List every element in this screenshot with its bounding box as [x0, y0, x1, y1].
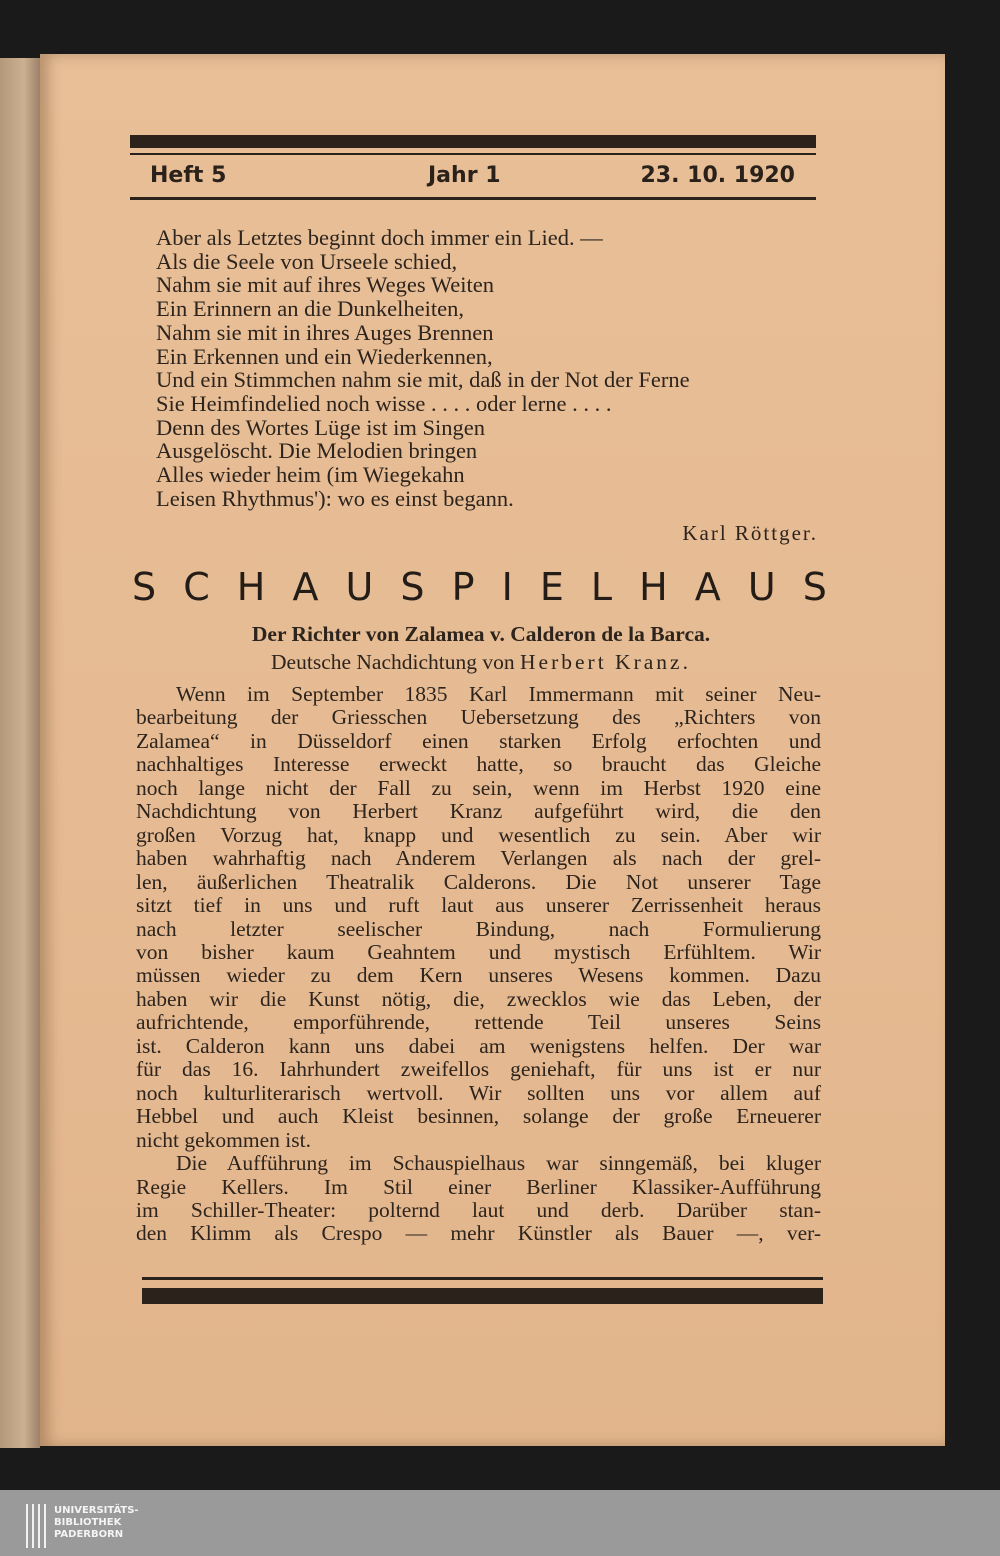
article-line: Nachdichtung von Herbert Kranz aufgeführt wird, die den — [136, 799, 821, 824]
article-line: ist. Calderon kann uns dabei am wenigstens helfen. Der war — [136, 1033, 821, 1058]
poem-line: Ein Erinnern an die Dunkelheiten, — [156, 296, 465, 322]
poem-line: Als die Seele von Urseele schied, — [156, 248, 458, 274]
poem-line: Nahm sie mit auf ihres Weges Weiten — [156, 272, 494, 298]
article-line: Hebbel und auch Kleist besinnen, solange der große Erneuerer — [136, 1104, 821, 1129]
article-line: nicht gekommen ist. — [136, 1127, 311, 1152]
footer-rule-thin — [142, 1277, 823, 1280]
title-letter: P — [451, 565, 475, 609]
article-line: bearbeitung der Griesschen Uebersetzung des „Richters von — [136, 705, 821, 730]
issue-header — [150, 163, 795, 195]
article-line: nachhaltiges Interesse erweckt hatte, so braucht das Gleiche — [136, 752, 821, 777]
year-label: Jahr 1 — [428, 163, 501, 188]
title-letter: C — [183, 565, 210, 609]
logo-line: PADERBORN — [54, 1529, 124, 1540]
article-line: noch kulturliterarisch wertvoll. Wir sollten uns vor allem auf — [136, 1080, 821, 1105]
title-letter: U — [345, 565, 374, 609]
title-letter: L — [590, 565, 613, 609]
title-letter: U — [747, 565, 776, 609]
title-letter: H — [639, 565, 668, 609]
poem-author: Karl Röttger. — [682, 521, 818, 545]
poem-line: Ausgelöscht. Die Melodien bringen — [156, 438, 478, 464]
logo-line: BIBLIOTHEK — [54, 1517, 122, 1528]
title-letter: S — [802, 565, 827, 609]
issue-number: Heft 5 — [150, 163, 227, 188]
title-letter: A — [694, 565, 721, 609]
article-line: noch lange nicht der Fall zu sein, wenn im Herbst 1920 eine — [136, 775, 821, 800]
footer-rule-thick — [142, 1288, 823, 1304]
poem-line: Denn des Wortes Lüge ist im Singen — [156, 414, 485, 440]
article-line: haben wir die Kunst nötig, die, zwecklos wie das Leben, der — [136, 986, 821, 1011]
poem-line: Leisen Rhythmus'): wo es einst begann. — [156, 485, 514, 511]
article-line: Die Aufführung im Schauspielhaus war sinngemäß, bei kluger — [176, 1151, 821, 1176]
previous-page-edge — [0, 58, 40, 1448]
logo-line: UNIVERSITÄTS- — [54, 1505, 139, 1516]
article-line: nach letzter seelischer Bindung, nach Formulierung — [136, 916, 821, 941]
article-line: den Klimm als Crespo — mehr Künstler als Bauer —, ver- — [136, 1221, 821, 1246]
title-letter: H — [236, 565, 266, 609]
header-rule-thin — [130, 153, 816, 155]
library-logo-icon — [26, 1504, 48, 1548]
article-line: für das 16. Iahrhundert zweifellos geniehaft, für uns ist er nur — [136, 1057, 821, 1082]
section-title — [132, 565, 827, 609]
poem-line: Sie Heimfindelied noch wisse . . . . oder lerne . . . . — [156, 390, 612, 416]
poem-line: Und ein Stimmchen nahm sie mit, daß in der Not der Ferne — [156, 367, 690, 393]
article-line: Zalamea“ in Düsseldorf einen starken Erfolg erfochten und — [136, 728, 821, 753]
issue-date: 23. 10. 1920 — [640, 163, 795, 188]
library-footer — [0, 1490, 1000, 1556]
poem-line: Aber als Letztes beginnt doch immer ein Lied. — — [156, 225, 603, 250]
article-line: Wenn im September 1835 Karl Immermann mit seiner Neu- — [176, 682, 821, 706]
poem-line: Ein Erkennen und ein Wiederkennen, — [156, 343, 493, 369]
article-line: Regie Kellers. Im Stil einer Berliner Klassiker-Aufführung — [136, 1174, 821, 1199]
article-body — [136, 683, 821, 1246]
play-title: Der Richter von Zalamea v. Calderon de la Barca. — [251, 622, 711, 646]
header-rule-thick — [130, 135, 816, 148]
poem-line: Alles wieder heim (im Wiegekahn — [156, 462, 465, 488]
header-rule-bottom — [130, 197, 816, 200]
title-letter: S — [400, 565, 425, 609]
article-line: von bisher kaum Geahntem und mystisch Erfühltem. Wir — [136, 939, 821, 964]
article-line: sitzt tief in uns und ruft laut aus unserer Zerrissenheit heraus — [136, 893, 821, 918]
byline-prefix: Deutsche Nachdichtung von — [271, 650, 515, 674]
article-line: haben wahrhaftig nach Anderem Verlangen als nach der grel- — [136, 846, 821, 871]
title-letter: I — [501, 565, 513, 609]
article-line: großen Vorzug hat, knapp und wesentlich zu sein. Aber wir — [136, 822, 821, 847]
article-line: müssen wieder zu dem Kern unseres Wesens kommen. Dazu — [136, 963, 821, 988]
poem — [156, 226, 836, 510]
title-letter: E — [539, 565, 564, 609]
poem-line: Nahm sie mit in ihres Auges Brennen — [156, 319, 494, 345]
article-line: im Schiller-Theater: polternd laut und derb. Darüber stan- — [136, 1197, 821, 1222]
article-line: aufrichtende, emporführende, rettende Teil unseres Seins — [136, 1010, 821, 1035]
library-logo-text — [54, 1505, 139, 1541]
title-letter: A — [292, 565, 319, 609]
title-letter: S — [132, 565, 157, 609]
play-byline — [136, 650, 826, 675]
translator-name: Herbert Kranz. — [520, 650, 691, 674]
article-line: len, äußerlichen Theatralik Calderons. Die Not unserer Tage — [136, 869, 821, 894]
